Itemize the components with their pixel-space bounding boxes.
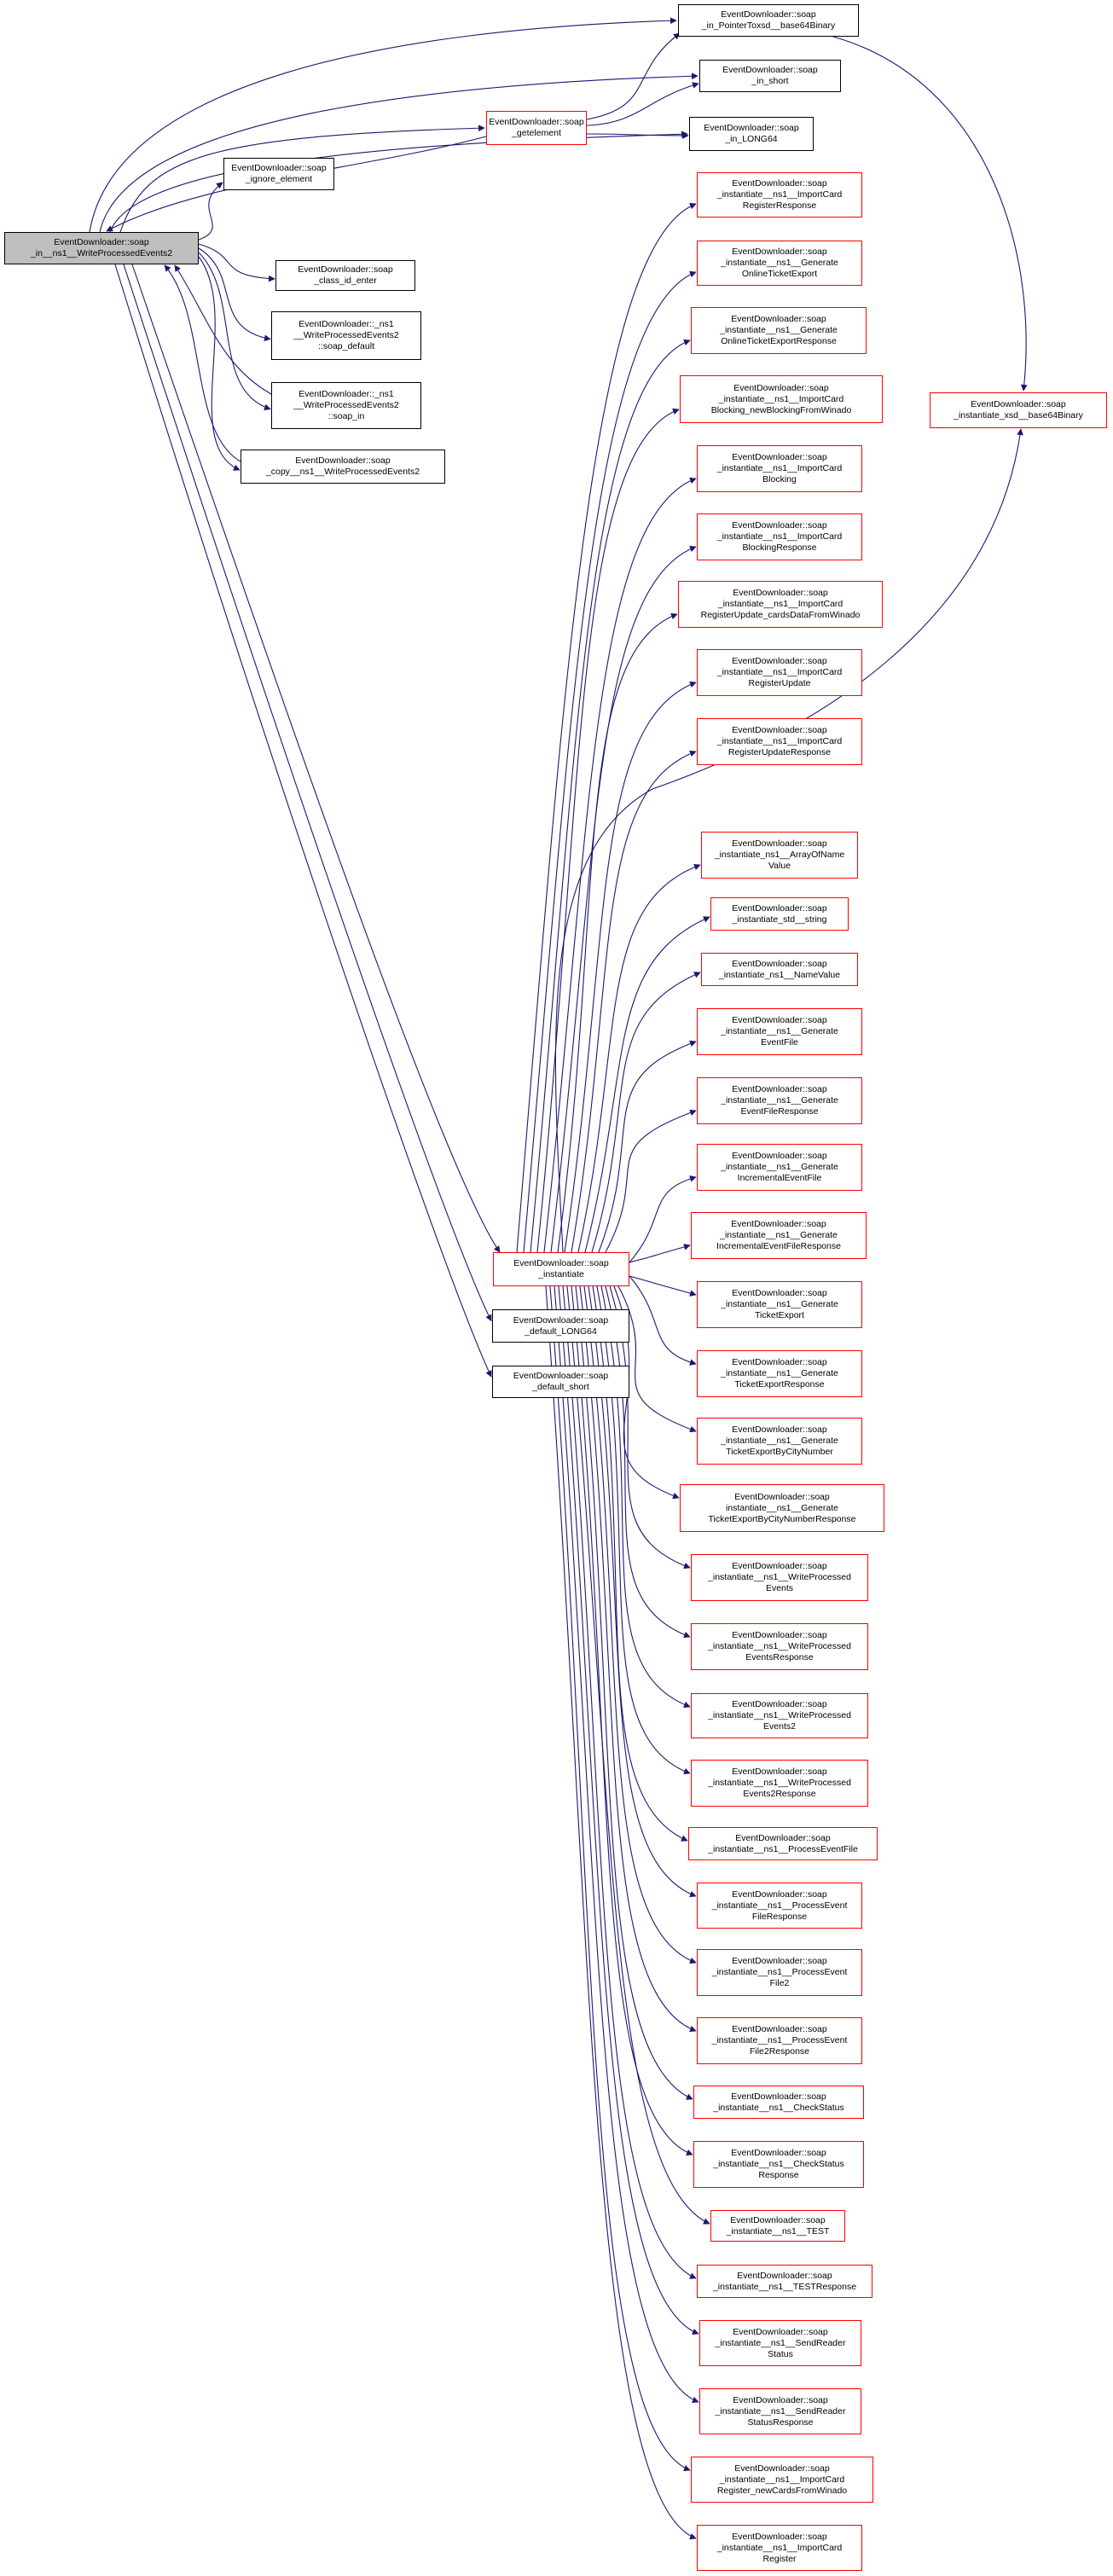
graph-node-label-line: Register_newCardsFromWinado	[716, 2485, 848, 2496]
edge-main-to-ignore	[199, 183, 223, 240]
graph-node-label-line: Status	[768, 2348, 793, 2359]
graph-node-label-line: TicketExportResponse	[734, 1379, 825, 1390]
graph-node-label-line: EventDownloader::soap	[734, 2463, 830, 2474]
graph-node-label-line: _instantiate__ns1__ImportCard	[716, 189, 843, 200]
graph-node-classid[interactable]	[275, 260, 415, 291]
graph-node-label-line: _instantiate__ns1__Generate	[721, 1299, 838, 1309]
graph-node-label-line: instantiate__ns1__Generate	[726, 1502, 838, 1513]
graph-node-copy[interactable]	[241, 450, 445, 484]
graph-node-label-line: _instantiate__ns1__WriteProcessed	[708, 1710, 851, 1720]
graph-node-iNameValue[interactable]	[701, 953, 858, 986]
graph-node-iGenTicketExportByCityNumber[interactable]	[697, 1418, 862, 1465]
graph-node-iTESTResponse[interactable]	[697, 2265, 872, 2298]
graph-node-label-line: File2	[769, 1978, 790, 1988]
graph-node-label-line: EventDownloader::soap	[732, 520, 827, 531]
graph-node-label-line: EventDownloader::soap	[735, 1832, 831, 1843]
graph-node-label-line: RegisterUpdate_cardsDataFromWinado	[700, 610, 861, 620]
graph-node-label-line: _instantiate__ns1__ImportCard	[718, 393, 844, 404]
edge-inst-to-iGenEventFileResponse	[606, 1111, 696, 1252]
graph-node-label-line: EventDownloader::soap	[295, 455, 391, 466]
graph-node-label-line: EventDownloader::soap	[732, 1357, 827, 1367]
graph-node-inshort[interactable]	[699, 60, 841, 92]
graph-node-label-line: EventDownloader::soap	[732, 247, 827, 257]
graph-node-label-line: IncrementalEventFileResponse	[716, 1241, 841, 1251]
edge-inst-to-iGenTicketExportByCityNumber	[618, 1286, 696, 1431]
graph-node-label-line: _class_id_enter	[314, 276, 377, 286]
graph-node-label-line: EventDownloader::soap	[971, 399, 1066, 409]
edge-main-to-sin	[199, 252, 270, 409]
edge-inst-to-iGenOnlineTicketExportResponse	[530, 340, 690, 1252]
graph-node-iProcessEventFileResponse[interactable]	[697, 1883, 862, 1929]
graph-node-label-line: EventDownloader::soap	[732, 2024, 827, 2034]
graph-node-iImportCardRegisterUpdate[interactable]	[697, 649, 862, 696]
graph-node-label-line: _instantiate__ns1__ProcessEvent	[711, 1967, 848, 1977]
graph-node-label-line: _instantiate__ns1__CheckStatus	[713, 2102, 844, 2113]
edge-inst-to-iGenEventFile	[599, 1041, 696, 1252]
graph-node-label-line: _in_short	[751, 76, 789, 86]
graph-node-label-line: TicketExport	[755, 1310, 804, 1320]
graph-node-label-line: EventFile	[761, 1037, 798, 1047]
edge-main-to-inlong	[110, 134, 687, 232]
graph-node-label-line: EventDownloader::soap	[732, 1151, 827, 1161]
graph-node-label-line: EventDownloader::soap	[732, 178, 827, 189]
graph-node-label-line: _instantiate__ns1__Generate	[721, 1436, 838, 1446]
graph-node-label-line: StatusResponse	[747, 2416, 814, 2428]
graph-node-label-line: _default_LONG64	[525, 1326, 597, 1337]
graph-node-label-line: EventDownloader::soap	[732, 838, 827, 849]
graph-node-label-line: _instantiate__ns1__WriteProcessed	[708, 1641, 851, 1651]
graph-node-label-line: _instantiate__ns1__Generate	[721, 1026, 838, 1036]
graph-node-label-line: EventDownloader::soap	[513, 1371, 609, 1381]
graph-node-label-line: _instantiate__ns1__ImportCard	[716, 531, 843, 542]
edge-main-to-classid	[199, 244, 275, 279]
graph-node-label-line: _instantiate__ns1__ProcessEvent	[711, 2035, 848, 2045]
graph-node-label-line: EventDownloader::soap	[732, 1956, 827, 1966]
graph-node-label-line: EventDownloader::soap	[231, 163, 327, 173]
graph-node-label-line: _instantiate__ns1__WriteProcessed	[708, 1572, 851, 1582]
edge-inst-to-iNameValue	[592, 972, 700, 1252]
graph-node-iImportCardRegisterNew[interactable]	[691, 2457, 873, 2503]
edge-inst-to-iSendReaderStatus	[559, 1286, 699, 2334]
edge-sin-to-main	[175, 265, 271, 394]
graph-node-label-line: EventDownloader::soap	[734, 1491, 830, 1502]
graph-node-iImportCardBlockingResponse[interactable]	[697, 513, 862, 560]
graph-node-label-line: EventDownloader::soap	[730, 2214, 826, 2225]
edge-gete-to-inptr	[587, 33, 680, 119]
graph-node-label-line: EventDownloader::soap	[732, 452, 827, 462]
edge-main-to-defshort	[115, 264, 491, 1377]
graph-node-label-line: EventDownloader::soap	[732, 1630, 827, 1640]
graph-node-iImportCardBlockingNew[interactable]	[680, 375, 883, 423]
graph-node-label-line: EventDownloader::soap	[54, 237, 149, 247]
graph-node-iSendReaderStatus[interactable]	[699, 2320, 861, 2366]
graph-node-label-line: _instantiate__ns1__CheckStatus	[713, 2159, 844, 2169]
graph-node-label-line: EventDownloader::soap	[733, 382, 829, 393]
edge-inst-to-iGenTicketExportResponse	[629, 1276, 696, 1364]
graph-node-label-line: EventDownloader::soap	[704, 123, 799, 133]
graph-node-label-line: _ignore_element	[245, 174, 313, 184]
graph-node-label-line: RegisterUpdateResponse	[728, 747, 832, 757]
graph-node-label-line: EventDownloader::soap	[732, 958, 827, 969]
graph-node-label-line: _instantiate__ns1__Generate	[721, 1095, 838, 1105]
graph-node-iWPEventsResponse[interactable]	[691, 1623, 868, 1670]
graph-node-iTEST[interactable]	[710, 2210, 845, 2242]
graph-node-label-line: Value	[768, 861, 791, 871]
graph-node-label-line: EventDownloader::soap	[733, 2394, 828, 2405]
graph-node-label-line: _instantiate__ns1__Generate	[721, 1368, 838, 1378]
graph-node-label-line: _instantiate__ns1__TEST	[726, 2225, 830, 2237]
graph-node-label-line: EventDownloader::soap	[732, 725, 827, 735]
graph-node-label-line: _instantiate__ns1__Generate	[720, 1230, 838, 1240]
graph-node-iImportCardRegister[interactable]	[697, 2525, 862, 2571]
graph-node-label-line: _instantiate__ns1__ImportCard	[717, 599, 843, 609]
graph-node-label-line: EventDownloader::soap	[733, 588, 828, 598]
graph-node-label-line: EventDownloader::_ns1	[299, 319, 394, 329]
graph-node-label-line: EventDownloader::soap	[722, 65, 818, 75]
graph-node-label-line: EventDownloader::soap	[732, 902, 827, 914]
graph-node-label-line: _in_PointerToxsd__base64Binary	[701, 20, 836, 31]
graph-node-label-line: EventDownloader::soap	[731, 2091, 826, 2102]
graph-node-label-line: EventDownloader::soap	[732, 656, 827, 666]
graph-node-iProcessEventFile2Response[interactable]	[697, 2017, 862, 2064]
graph-node-label-line: _instantiate__ns1__ImportCard	[716, 736, 843, 746]
edge-inst-to-iImportCardBlockingNew	[537, 409, 679, 1252]
graph-node-label-line: EventDownloader::soap	[731, 314, 826, 324]
graph-node-defshort[interactable]	[492, 1366, 629, 1398]
graph-node-label-line: TicketExportByCityNumber	[726, 1447, 833, 1457]
graph-node-label-line: EventDownloader::soap	[732, 1015, 827, 1025]
graph-node-label-line: FileResponse	[751, 1911, 808, 1922]
edge-inst-to-iGenTicketExport	[629, 1276, 696, 1295]
graph-node-label-line: EventFileResponse	[740, 1106, 819, 1117]
edge-inst-to-iCheckStatus	[576, 1286, 693, 2099]
graph-node-label-line: Blocking_newBlockingFromWinado	[710, 404, 852, 415]
graph-node-iArrayOfNameValue[interactable]	[701, 832, 858, 879]
graph-node-label-line: BlockingResponse	[742, 542, 817, 553]
graph-node-iWPEvents[interactable]	[691, 1554, 868, 1601]
graph-node-label-line: EventDownloader::soap	[513, 1314, 609, 1326]
graph-node-label-line: Response	[758, 2170, 799, 2180]
edge-inst-to-iTESTResponse	[563, 1286, 696, 2278]
graph-node-label-line: _instantiate_ns1__ArrayOfName	[714, 850, 845, 860]
graph-node-label-line: _instantiate__ns1__SendReader	[715, 2337, 846, 2348]
graph-node-label-line: _instantiate__ns1__SendReader	[715, 2405, 846, 2416]
graph-node-label-line: _instantiate__ns1__ImportCard	[719, 2474, 845, 2485]
graph-node-label-line: _instantiate__ns1__Generate	[721, 1162, 838, 1172]
graph-node-iGenIncrementalEventFileResponse[interactable]	[691, 1212, 867, 1259]
graph-node-iImportCardRegisterResponse[interactable]	[697, 172, 862, 218]
edge-main-to-inshort	[100, 76, 698, 232]
graph-node-label-line: ::soap_in	[328, 411, 365, 421]
graph-node-label-line: EventDownloader::soap	[721, 9, 816, 20]
graph-node-label-line: __WriteProcessedEvents2	[293, 330, 399, 340]
graph-node-iProcessEventFile2[interactable]	[697, 1949, 862, 1996]
graph-node-main	[4, 232, 199, 264]
graph-node-label-line: EventDownloader::_ns1	[299, 389, 394, 399]
graph-node-label-line: EventDownloader::soap	[731, 2148, 826, 2158]
graph-node-label-line: _copy__ns1__WriteProcessedEvents2	[265, 467, 420, 477]
graph-node-label-line: _default_short	[532, 1382, 589, 1392]
graph-node-label-line: _instantiate__ns1__Generate	[720, 325, 838, 335]
graph-node-iGenIncrementalEventFile[interactable]	[697, 1144, 862, 1191]
graph-node-label-line: IncrementalEventFile	[737, 1173, 822, 1183]
graph-node-label-line: __WriteProcessedEvents2	[293, 400, 399, 410]
graph-node-label-line: EventDownloader::soap	[732, 1767, 827, 1777]
graph-node-inptr[interactable]	[678, 4, 859, 37]
graph-node-gete[interactable]	[486, 111, 587, 145]
graph-node-label-line: EventDownloader::soap	[732, 1561, 827, 1571]
graph-node-iCheckStatus[interactable]	[693, 2086, 864, 2119]
graph-node-sdefault[interactable]	[271, 311, 421, 360]
graph-node-iStdString[interactable]	[710, 897, 849, 931]
graph-node-label-line: EventsResponse	[745, 1652, 814, 1662]
graph-node-label-line: EventDownloader::soap	[737, 2270, 832, 2281]
graph-node-iGenTicketExportResponse[interactable]	[697, 1350, 862, 1397]
graph-node-label-line: _instantiate_xsd__base64Binary	[954, 410, 1083, 421]
graph-node-label-line: EventDownloader::soap	[731, 1219, 826, 1229]
graph-node-label-line: _instantiate	[538, 1269, 584, 1279]
graph-node-iGenTicketExport[interactable]	[697, 1281, 862, 1328]
graph-node-label-line: EventDownloader::soap	[733, 2326, 828, 2337]
graph-node-iGenOnlineTicketExport[interactable]	[697, 241, 862, 286]
graph-node-sin[interactable]	[271, 382, 421, 429]
graph-node-label-line: _instantiate__ns1__WriteProcessed	[708, 1778, 851, 1788]
graph-node-label-line: Blocking	[762, 474, 797, 484]
edge-inst-to-iGenIncrementalEventFileResponse	[629, 1245, 690, 1262]
graph-node-inlong[interactable]	[689, 117, 814, 151]
graph-node-label-line: EventDownloader::soap	[732, 1888, 827, 1900]
graph-node-label-line: TicketExportByCityNumberResponse	[708, 1513, 856, 1524]
graph-node-label-line: Events	[765, 1583, 794, 1593]
graph-node-label-line: _instantiate__ns1__Generate	[721, 258, 838, 268]
graph-node-inst[interactable]	[493, 1252, 629, 1286]
graph-node-iSendReaderStatusResponse[interactable]	[699, 2388, 861, 2434]
graph-node-label-line: _instantiate__ns1__ProcessEventFile	[708, 1843, 858, 1854]
graph-node-label-line: EventDownloader::soap	[732, 1424, 827, 1435]
graph-node-iGenEventFileResponse[interactable]	[697, 1077, 862, 1124]
graph-node-label-line: _instantiate__ns1__ImportCard	[716, 2542, 843, 2553]
graph-node-ignore[interactable]	[223, 158, 334, 190]
graph-node-label-line: File2Response	[749, 2046, 810, 2057]
graph-node-iWPEvents2Response[interactable]	[691, 1760, 868, 1807]
graph-node-iImportCardBlocking[interactable]	[697, 445, 862, 492]
graph-node-label-line: _instantiate__ns1__TESTResponse	[712, 2281, 857, 2292]
graph-node-label-line: OnlineTicketExport	[741, 269, 818, 279]
graph-node-iCheckStatusResponse[interactable]	[693, 2141, 864, 2188]
graph-node-iWPEvents2[interactable]	[691, 1693, 868, 1738]
graph-node-iImportCardRegisterUpdateResponse[interactable]	[697, 718, 862, 765]
graph-node-iGenEventFile[interactable]	[697, 1008, 862, 1055]
graph-node-label-line: EventDownloader::soap	[298, 264, 393, 275]
graph-node-label-line: _in_LONG64	[725, 134, 778, 144]
graph-node-label-line: RegisterResponse	[742, 200, 817, 211]
graph-node-label-line: RegisterUpdate	[748, 678, 811, 688]
graph-node-label-line: _instantiate__ns1__ImportCard	[716, 667, 843, 677]
graph-node-label-line: Register	[762, 2553, 797, 2564]
graph-node-label-line: EventDownloader::soap	[732, 1699, 827, 1709]
edge-copy-to-main	[165, 265, 241, 461]
graph-node-label-line: OnlineTicketExportResponse	[721, 336, 837, 346]
graph-node-label-line: ::soap_default	[318, 341, 374, 351]
edge-inst-to-iImportCardRegisterResponse	[517, 204, 696, 1252]
graph-node-iProcessEventFile[interactable]	[688, 1827, 878, 1860]
graph-node-iImportCardRegisterUpdateCards[interactable]	[678, 581, 883, 628]
graph-node-xsdb64[interactable]	[930, 392, 1107, 428]
graph-node-iGenTicketExportByCityNumberResponse[interactable]	[680, 1484, 884, 1532]
graph-node-label-line: EventDownloader::soap	[732, 1084, 827, 1094]
edge-main-to-inptr	[90, 20, 676, 232]
graph-node-label-line: EventDownloader::soap	[732, 2531, 827, 2542]
graph-node-label-line: EventDownloader::soap	[489, 117, 584, 127]
graph-node-label-line: EventDownloader::soap	[732, 1288, 827, 1298]
graph-node-deflong[interactable]	[492, 1309, 629, 1343]
graph-node-label-line: _getelement	[512, 128, 561, 138]
edge-inst-to-iGenOnlineTicketExport	[524, 272, 696, 1252]
graph-node-label-line: _instantiate__ns1__ProcessEvent	[711, 1900, 848, 1911]
graph-node-label-line: _instantiate_ns1__NameValue	[718, 969, 841, 980]
graph-node-label-line: _instantiate__ns1__ImportCard	[716, 463, 843, 473]
graph-node-label-line: _in__ns1__WriteProcessedEvents2	[30, 248, 173, 258]
edge-inst-to-iGenIncrementalEventFile	[629, 1177, 696, 1262]
graph-node-label-line: Events2	[763, 1721, 796, 1732]
graph-node-label-line: Events2Response	[743, 1789, 816, 1799]
edge-inst-to-iCheckStatusResponse	[571, 1286, 693, 2155]
graph-node-iGenOnlineTicketExportResponse[interactable]	[691, 307, 867, 354]
graph-node-label-line: EventDownloader::soap	[513, 1258, 609, 1268]
edge-inst-to-iStdString	[585, 917, 710, 1252]
graph-node-label-line: _instantiate_std__string	[732, 914, 827, 925]
edge-gete-to-inshort	[587, 84, 699, 125]
